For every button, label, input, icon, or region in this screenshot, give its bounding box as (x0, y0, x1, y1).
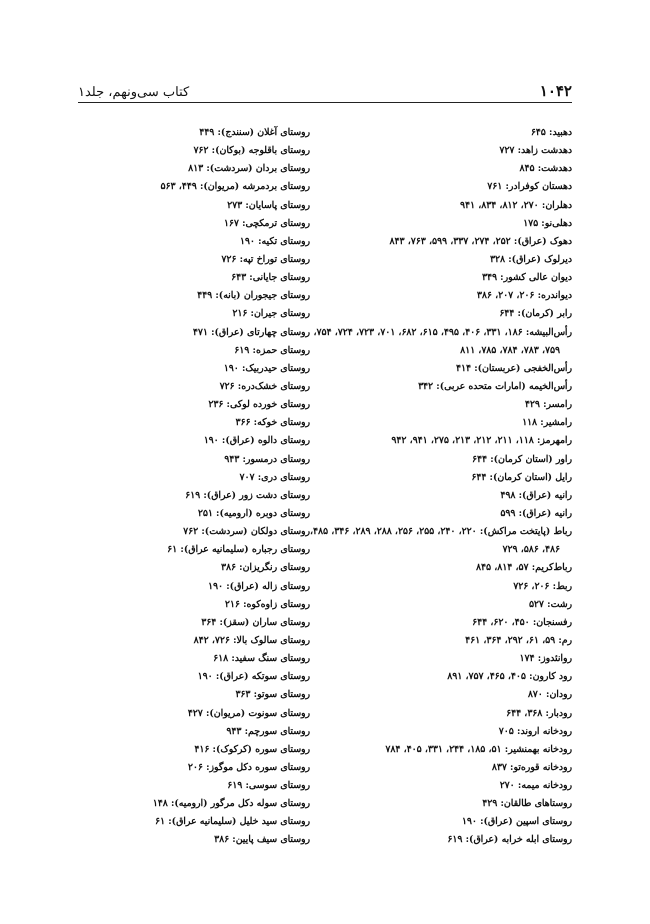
index-entry: روستای جیجوران (بانه): ۴۴۹ (197, 290, 310, 302)
index-entry: روستای چهارتای (عراق): ۴۷۱ (192, 326, 310, 338)
index-entry: رأس‌الخیمه (امارات متحده عربی): ۳۴۲ (418, 380, 572, 392)
index-entry: ربط: ۲۰۶، ۷۲۶ (513, 580, 572, 592)
index-entry: دهستان کوفرادر: ۷۶۱ (487, 181, 572, 193)
index-entry: روستای ترمکچی: ۱۶۷ (223, 217, 310, 229)
index-entry: رانیه (عراق): ۵۹۹ (500, 507, 572, 519)
index-entry: روستای رنگریزان: ۳۸۶ (220, 562, 310, 574)
header-rule (78, 102, 572, 103)
index-entry: روستای سوله دکل مرگور (ارومیه): ۱۴۸ (152, 798, 310, 810)
index-entry: روستای دالوه (عراق): ۱۹۰ (203, 435, 310, 447)
index-entry: رامهرمز: ۱۱۸، ۲۱۱، ۲۱۲، ۲۱۳، ۲۷۵، ۹۴۱، ۹۴۲ (391, 435, 572, 447)
index-entry: روستای سوتو: ۳۶۳ (235, 689, 310, 701)
index-entry: دیرلوک (عراق): ۳۲۸ (490, 253, 572, 265)
page-number: ۱۰۴۲ (539, 82, 572, 100)
index-entry: رم: ۵۹، ۶۱، ۲۹۲، ۳۶۴، ۴۶۱ (465, 634, 572, 646)
index-entry: روستای آغلان (سنندج): ۴۴۹ (199, 127, 310, 138)
index-entry: رود کارون: ۴۰۵، ۴۶۵، ۷۵۷، ۸۹۱ (447, 671, 572, 683)
index-entry: روستای سونوت (مریوان): ۴۲۷ (187, 707, 310, 719)
index-entry: روستای خورده لوکی: ۲۳۶ (208, 399, 310, 411)
index-entry: روستای سنگ سفید: ۶۱۸ (213, 653, 310, 665)
running-head-title: کتاب سی‌ونهم، جلد۱ (78, 85, 190, 100)
index-entry: روستای سیف پایین: ۳۸۶ (214, 834, 310, 846)
index-entry: روستای درمسور: ۹۴۳ (224, 453, 310, 465)
index-entry: روستای زاله (عراق): ۱۹۰ (208, 580, 310, 592)
index-entry: رشت: ۵۲۷ (528, 598, 572, 610)
index-entry: رامسر: ۴۲۹ (524, 399, 572, 411)
index-entry: رودخانه میمه: ۲۷۰ (499, 780, 572, 792)
index-entry: روستای سوره (کرکوک): ۴۱۶ (194, 743, 310, 755)
index-entry: دهبید: ۶۴۵ (530, 127, 572, 138)
index-entry: روستای اسپین (عراق): ۱۹۰ (461, 816, 572, 828)
index-entry: رودبار: ۳۶۸، ۶۴۴ (506, 707, 572, 719)
index-entry: روستای سوره دکل موگوز: ۲۰۶ (187, 761, 310, 773)
index-entry: روانئدوز: ۱۷۴ (519, 653, 572, 665)
index-entry: روستای حیدربیک: ۱۹۰ (223, 362, 310, 374)
index-entry: روستای جیران: ۲۱۶ (232, 308, 310, 320)
index-entry: روستای سوسی: ۶۱۹ (227, 780, 310, 792)
index-entry: روستای تکیه: ۱۹۰ (239, 235, 310, 247)
index-entry: رودخانه بهمنشیر: ۵۱، ۱۸۵، ۲۴۴، ۳۳۱، ۴۰۵، ۷۸۴ (385, 743, 572, 755)
index-entry: روستای سوتکه (عراق): ۱۹۰ (197, 671, 310, 683)
index-entry: دهدشت زاهد: ۷۲۷ (499, 145, 572, 157)
index-entry: رأس‌البیشه: ۱۸۶، ۳۳۱، ۴۰۶، ۴۹۵، ۶۱۵، ۶۸۲، ۷۰۱، ۷۲۳، ۷۲۴، ۷۵۴، (313, 326, 572, 338)
index-entry: روستای دری: ۷۰۷ (239, 471, 310, 483)
index-entry: روستای خشک‌دره: ۷۲۶ (219, 380, 310, 392)
index-column-right (309, 124, 572, 850)
index-entry: دهوک (عراق): ۲۵۲، ۲۷۴، ۳۳۷، ۵۹۹، ۷۶۳، ۸۴۳ (389, 235, 572, 247)
index-entry: روستای بردمرشه (مریوان): ۴۴۹، ۵۶۳ (160, 181, 310, 193)
index-entry: رفسنجان: ۴۵۰، ۶۲۰، ۶۴۴ (472, 616, 572, 628)
index-entry: ۷۵۹، ۷۸۳، ۷۸۴، ۷۸۵، ۸۱۱ (460, 344, 560, 356)
index-entry: روستای حمزه: ۶۱۹ (234, 344, 310, 356)
index-entry: رودخانه اروند: ۷۰۵ (498, 725, 572, 737)
index-entry: راور (استان کرمان): ۶۴۴ (471, 453, 572, 465)
index-entry: دهدشت: ۸۴۵ (519, 163, 572, 175)
index-entry: روستای ساران (سقز): ۳۶۴ (201, 616, 310, 628)
index-entry: روستای بردان (سردشت): ۸۱۳ (188, 163, 310, 175)
index-entry: رأس‌الخفجی (عربستان): ۴۱۴ (455, 362, 572, 374)
index-entry: رباط‌کریم: ۵۷، ۸۱۴، ۸۴۵ (476, 562, 572, 574)
index-entry: روستای زاوه‌کوه: ۲۱۶ (224, 598, 310, 610)
index-entry: روستای سید خلیل (سلیمانیه عراق): ۶۱ (155, 816, 310, 828)
index-entry: روستای سورچم: ۹۴۳ (226, 725, 310, 737)
index-entry: روستای رجباره (سلیمانیه عراق): ۶۱ (167, 544, 310, 556)
index-entry: روستای جایانی: ۶۴۳ (231, 272, 310, 284)
index-entry: دهلی‌نو: ۱۷۵ (523, 217, 572, 229)
index-column-left (110, 124, 310, 850)
index-entry: روستای پاسایان: ۲۷۳ (227, 199, 310, 211)
index-entry: روستای دشت زور (عراق): ۶۱۹ (185, 489, 310, 501)
index-entry: رابر (کرمان): ۶۴۴ (499, 308, 572, 320)
index-entry: روستای دولکان (سردشت): ۷۶۲ (183, 526, 310, 538)
index-entry: روستای خوکه: ۳۶۶ (235, 417, 310, 429)
index-entry: رودخانه قوره‌تو: ۸۳۷ (491, 761, 572, 773)
index-entry: دیواندره: ۲۰۶، ۲۰۷، ۳۸۶ (476, 290, 572, 302)
index-entry: رایل (استان کرمان): ۶۴۴ (471, 471, 572, 483)
index-entry: روستای ابله خرابه (عراق): ۶۱۹ (447, 834, 572, 846)
index-entry: ۴۸۶، ۵۸۶، ۷۲۹ (502, 544, 560, 556)
index-entry: رامشیر: ۱۱۸ (522, 417, 572, 429)
index-entry: رباط (پایتخت مراکش): ۲۲۰، ۲۴۰، ۲۵۵، ۲۵۶، ۲۸۸، ۲۸۹، ۳۴۶، ۴۸۵، (309, 526, 572, 538)
index-entry: روستاهای طالقان: ۴۲۹ (482, 798, 572, 810)
index-entry: روستای دوبره (ارومیه): ۲۵۱ (197, 507, 310, 519)
index-entry: دیوان عالی کشور: ۳۴۹ (481, 272, 572, 284)
index-entry: روستای سالوک بالا: ۷۲۶، ۸۴۲ (193, 634, 310, 646)
index-entry: رودان: ۸۷۰ (527, 689, 572, 701)
index-entry: دهلران: ۲۷۰، ۸۱۲، ۸۳۴، ۹۴۱ (459, 199, 572, 211)
page-header (78, 76, 572, 100)
index-entry: روستای توراخ تپه: ۷۲۶ (221, 253, 310, 265)
index-entry: رانیه (عراق): ۴۹۸ (500, 489, 572, 501)
index-entry: روستای باقلوجه (بوکان): ۷۶۲ (193, 145, 310, 157)
